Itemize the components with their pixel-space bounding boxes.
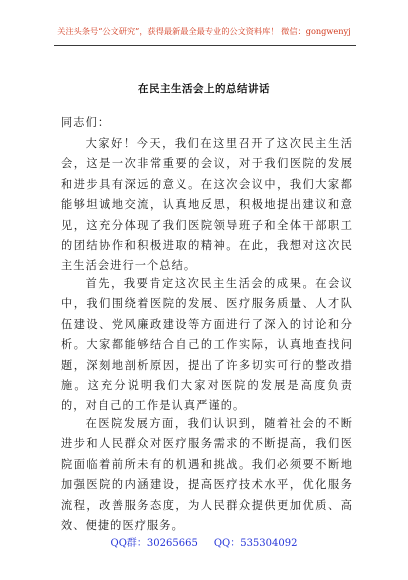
qq-text: QQ：535304092 <box>213 538 298 549</box>
paragraph-text: 首先，我要肯定这次民主生活会的成果。在会议中，我们围绕着医院的发展、医疗服务质量、人才队伍建设、党风廉政建设等方面进行了深入的讨论和分析。大家都能够结合自己的工作实际，认真地查找问题，深刻地剖析原因，提出了许多切实可行的整改措施。这充分说明我们大家对医院的发展是高度负责的，对自己的工作是认真严谨的。 <box>61 277 353 413</box>
header-divider <box>54 45 356 46</box>
paragraph-3 <box>61 414 353 536</box>
paragraph-text: 在医院发展方面，我们认识到，随着社会的不断进步和人民群众对医疗服务需求的不断提高，我们医院面临着前所未有的机遇和挑战。我们必须要不断地加强医院的内涵建设，提高医疗技术水平，优化服务流程，改善服务态度，为人民群众提供更加优质、高效、便捷的医疗服务。 <box>61 417 353 533</box>
header-banner: 关注头条号“公文研究”，获得最新最全最专业的公文资料库！ 微信：gongwenyj <box>57 26 351 36</box>
paragraph-2 <box>61 274 353 417</box>
document-title: 在民主生活会上的总结讲话 <box>138 83 270 95</box>
footer-contact <box>0 534 408 549</box>
paragraph-1 <box>61 134 353 277</box>
paragraph-text: 大家好！今天，我们在这里召开了这次民主生活会，这是一次非常重要的会议，对于我们医院的发展和进步具有深远的意义。在这次会议中，我们大家都能够坦诚地交流，认真地反思，积极地提出建议和意见，这充分体现了我们医院领导班子和全体干部职工的团结协作和积极进取的精神。在此，我想对这次民主生活会进行一个总结。 <box>61 137 353 273</box>
salutation: 同志们： <box>61 116 111 129</box>
qq-group-text: QQ群：30265665 <box>110 538 198 549</box>
